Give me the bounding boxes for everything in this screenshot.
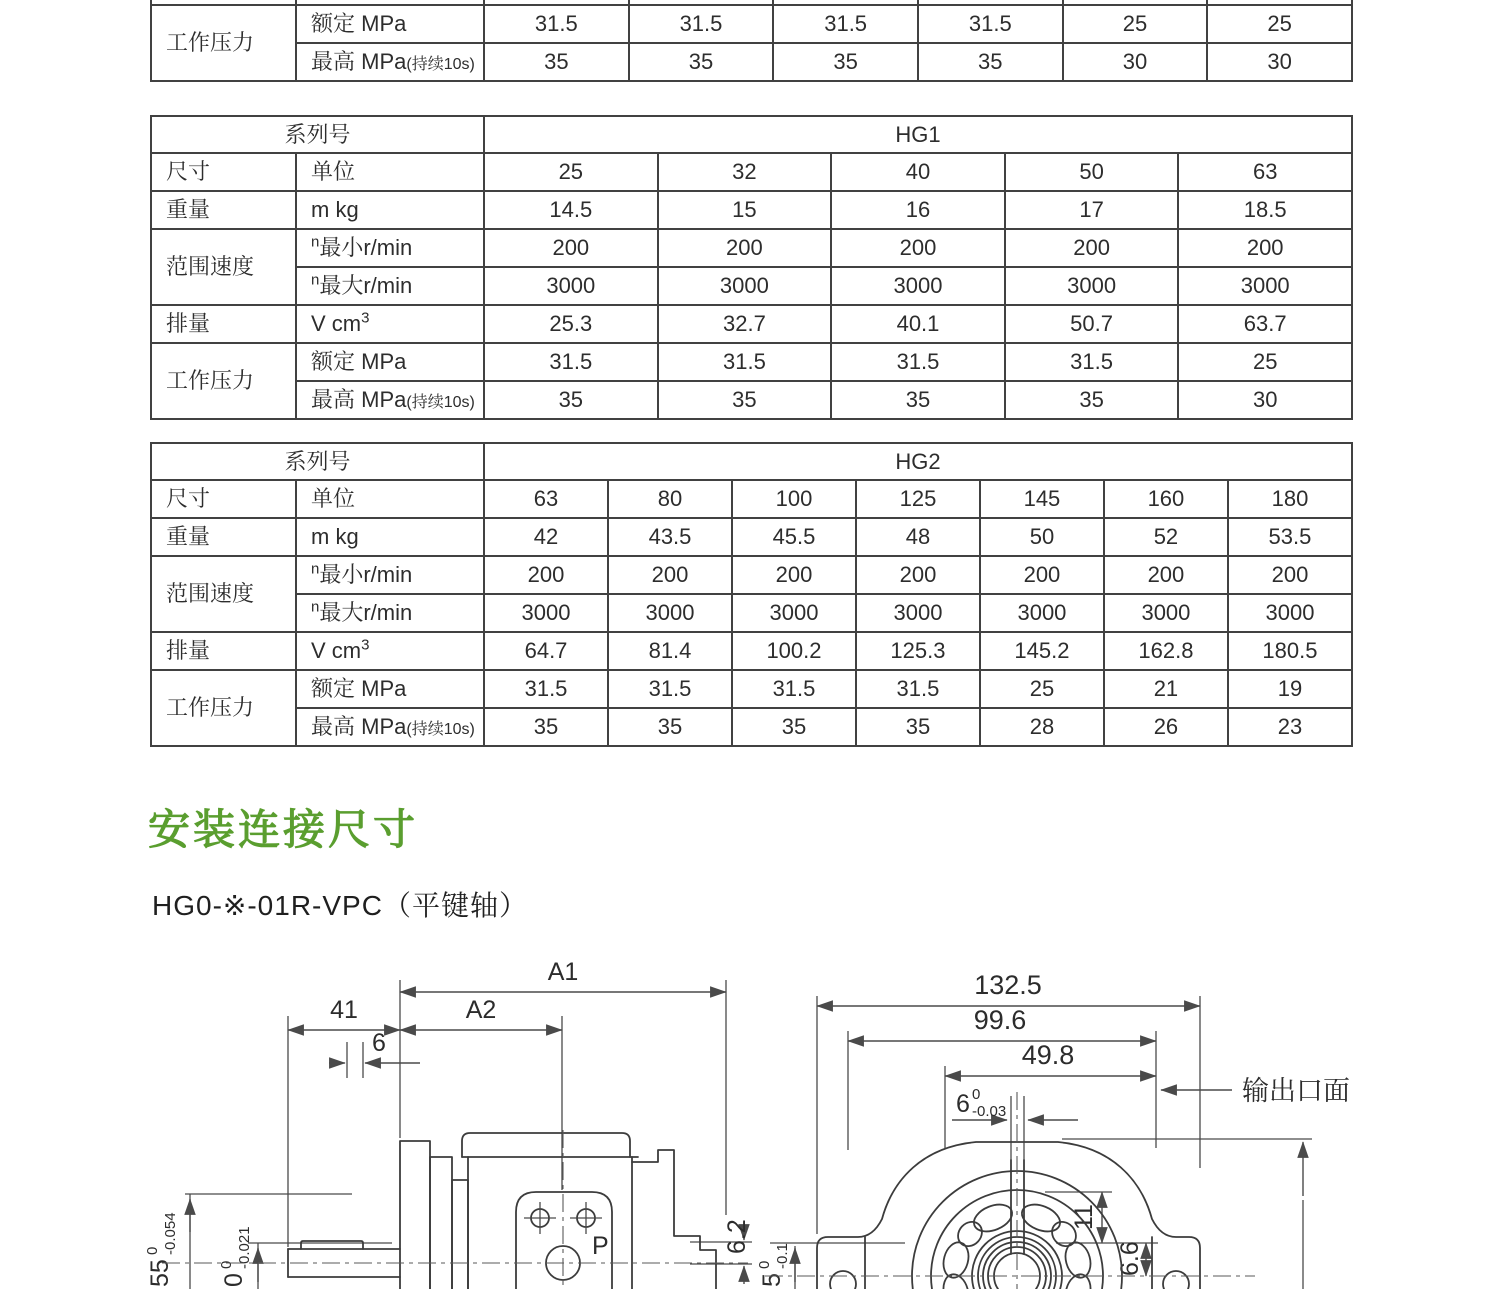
row-label: $^n$最大r/min <box>296 594 484 632</box>
cell: 48 <box>856 518 980 556</box>
cell: 162.8 <box>1104 632 1228 670</box>
cell: 3000 <box>1178 267 1352 305</box>
series-value-cell: HG2 <box>484 443 1352 480</box>
cell: 3000 <box>1104 594 1228 632</box>
cell: 53.5 <box>1228 518 1352 556</box>
cell: 31.5 <box>732 670 856 708</box>
cell: 31.5 <box>484 670 608 708</box>
cell: 180.5 <box>1228 632 1352 670</box>
cell: 100.2 <box>732 632 856 670</box>
cell: 200 <box>1104 556 1228 594</box>
cell: 145 <box>980 480 1104 518</box>
cell: 3000 <box>831 267 1005 305</box>
pump-side-view-drawing <box>144 958 752 1289</box>
row-label: 最高 MPa(持续10s) <box>296 43 484 81</box>
cell: 80 <box>608 480 732 518</box>
cell: 21 <box>1104 670 1228 708</box>
row-label: m kg <box>296 191 484 229</box>
cell: 16 <box>831 191 1005 229</box>
cell: 18.5 <box>1178 191 1352 229</box>
cell: 52 <box>1104 518 1228 556</box>
cell: 3000 <box>658 267 832 305</box>
series-value-cell: HG1 <box>484 116 1352 153</box>
cell: 3000 <box>980 594 1104 632</box>
cell: 200 <box>831 229 1005 267</box>
dim-key-6-tolerance-label <box>956 1086 1006 1120</box>
cell: 25.3 <box>484 305 658 343</box>
dim-55-tolerance-label <box>144 1212 179 1287</box>
dim-0-tolerance-label <box>218 1226 253 1287</box>
cell: 28 <box>980 708 1104 746</box>
svg-text:0: 0 <box>756 1260 773 1269</box>
cell: 35 <box>608 708 732 746</box>
cell: 145.2 <box>980 632 1104 670</box>
cell: 30 <box>1178 381 1352 419</box>
dim-a2-label: A2 <box>465 996 497 1024</box>
row-label: 排量 <box>151 632 296 670</box>
cell: 35 <box>918 43 1063 81</box>
cell: 35 <box>484 708 608 746</box>
cell: 31.5 <box>629 5 774 43</box>
dim-5-tolerance-label <box>756 1243 791 1287</box>
dim-11-label: 11 <box>1070 1204 1098 1230</box>
cell: 63 <box>1178 153 1352 191</box>
cell: 81.4 <box>608 632 732 670</box>
series-label-cell: 系列号 <box>151 116 484 153</box>
cell: 25 <box>1207 5 1352 43</box>
cell: 50 <box>1005 153 1179 191</box>
svg-text:6: 6 <box>956 1090 970 1118</box>
cell: 63.7 <box>1178 305 1352 343</box>
row-group-label: 工作压力 <box>151 5 296 81</box>
svg-text:55: 55 <box>146 1259 174 1287</box>
row-group-label: 范围速度 <box>151 229 296 305</box>
cell: 100 <box>732 480 856 518</box>
cell: 35 <box>629 43 774 81</box>
row-label: 尺寸 <box>151 153 296 191</box>
cell: 160 <box>1104 480 1228 518</box>
row-label: 排量 <box>151 305 296 343</box>
svg-text:5: 5 <box>758 1273 786 1287</box>
row-label: 最高 MPa(持续10s) <box>296 381 484 419</box>
dim-41-label: 41 <box>330 996 358 1024</box>
cell: 200 <box>1178 229 1352 267</box>
cell: 200 <box>484 556 608 594</box>
cell: 3000 <box>856 594 980 632</box>
cell: 3000 <box>732 594 856 632</box>
cell: 31.5 <box>1005 343 1179 381</box>
cell: 35 <box>773 43 918 81</box>
cell: 40.1 <box>831 305 1005 343</box>
cell: 25 <box>1178 343 1352 381</box>
cell: 31.5 <box>773 5 918 43</box>
svg-text:-0.021: -0.021 <box>236 1226 253 1269</box>
row-label: $^n$最小r/min <box>296 229 484 267</box>
cell: 31.5 <box>658 343 832 381</box>
output-port-face-label: 输出口面 <box>1242 1076 1350 1106</box>
cell: 43.5 <box>608 518 732 556</box>
cell: 31.5 <box>831 343 1005 381</box>
row-label: 额定 MPa <box>296 670 484 708</box>
cell: 31.5 <box>484 5 629 43</box>
row-label: V $cm^3$ <box>296 305 484 343</box>
cell: 25 <box>484 153 658 191</box>
cell: 35 <box>484 381 658 419</box>
port-p-label: P <box>592 1232 609 1260</box>
cell: 25 <box>980 670 1104 708</box>
dim-49-8-label: 49.8 <box>1021 1040 1075 1070</box>
cell: 40 <box>831 153 1005 191</box>
cell: 31.5 <box>918 5 1063 43</box>
cell: 25 <box>1063 5 1208 43</box>
row-label: V $cm^3$ <box>296 632 484 670</box>
dim-6-label: 6 <box>372 1029 386 1057</box>
cell: 42 <box>484 518 608 556</box>
svg-text:0: 0 <box>972 1086 981 1103</box>
cell: 63 <box>484 480 608 518</box>
cell: 50.7 <box>1005 305 1179 343</box>
cell: 125 <box>856 480 980 518</box>
dim-132-5-label: 132.5 <box>974 970 1042 1000</box>
cell: 3000 <box>1228 594 1352 632</box>
row-label: 单位 <box>296 153 484 191</box>
cell: 45.5 <box>732 518 856 556</box>
cell: 30 <box>1063 43 1208 81</box>
row-label: 额定 MPa <box>296 343 484 381</box>
cell: 64.7 <box>484 632 608 670</box>
svg-text:-0.054: -0.054 <box>162 1212 179 1255</box>
row-label: 尺寸 <box>151 480 296 518</box>
cell: 200 <box>608 556 732 594</box>
row-group-label: 工作压力 <box>151 343 296 419</box>
cell: 3000 <box>484 594 608 632</box>
cell: 3000 <box>608 594 732 632</box>
cell: 35 <box>856 708 980 746</box>
row-label: $^n$最大r/min <box>296 267 484 305</box>
cell: 35 <box>1005 381 1179 419</box>
dim-a1-label: A1 <box>547 958 579 986</box>
cell: 15 <box>658 191 832 229</box>
cell: 32 <box>658 153 832 191</box>
dim-6-2-label: 6.2 <box>723 1219 751 1254</box>
side-view-dimension-lines <box>190 992 744 1284</box>
cell: 31.5 <box>608 670 732 708</box>
row-label: 单位 <box>296 480 484 518</box>
cell: 200 <box>1005 229 1179 267</box>
row-group-label: 范围速度 <box>151 556 296 632</box>
cell: 23 <box>1228 708 1352 746</box>
cell: 200 <box>1228 556 1352 594</box>
model-subtitle: HG0-※-01R-VPC（平键轴） <box>152 890 528 921</box>
cell: 3000 <box>1005 267 1179 305</box>
series-label-cell: 系列号 <box>151 443 484 480</box>
svg-text:-0.03: -0.03 <box>972 1103 1007 1120</box>
row-label: 重量 <box>151 191 296 229</box>
cell: 35 <box>658 381 832 419</box>
cell: 200 <box>658 229 832 267</box>
row-label: 额定 MPa <box>296 5 484 43</box>
cell: 180 <box>1228 480 1352 518</box>
cell: 125.3 <box>856 632 980 670</box>
cell: 200 <box>732 556 856 594</box>
cell: 32.7 <box>658 305 832 343</box>
row-label: $^n$最小r/min <box>296 556 484 594</box>
pump-front-view-drawing <box>756 970 1350 1289</box>
cell: 200 <box>856 556 980 594</box>
cell: 31.5 <box>484 343 658 381</box>
cell: 30 <box>1207 43 1352 81</box>
section-heading: 安装连接尺寸 <box>148 806 419 853</box>
cell: 17 <box>1005 191 1179 229</box>
cell: 3000 <box>484 267 658 305</box>
pump-side-view-body <box>288 1133 716 1289</box>
dim-6-6-label: 6.6 <box>1116 1241 1144 1276</box>
svg-text:0: 0 <box>144 1246 161 1255</box>
cell: 35 <box>831 381 1005 419</box>
cell: 50 <box>980 518 1104 556</box>
cell: 31.5 <box>856 670 980 708</box>
cell: 200 <box>980 556 1104 594</box>
svg-text:-0.1: -0.1 <box>774 1243 791 1269</box>
row-label: 最高 MPa(持续10s) <box>296 708 484 746</box>
row-label: m kg <box>296 518 484 556</box>
cell: 26 <box>1104 708 1228 746</box>
cell: 200 <box>484 229 658 267</box>
dim-99-6-label: 99.6 <box>973 1005 1027 1035</box>
svg-text:0: 0 <box>218 1260 235 1269</box>
cell: 19 <box>1228 670 1352 708</box>
cell: 14.5 <box>484 191 658 229</box>
row-label: 重量 <box>151 518 296 556</box>
svg-text:0: 0 <box>220 1273 248 1287</box>
row-group-label: 工作压力 <box>151 670 296 746</box>
cell: 35 <box>732 708 856 746</box>
cell: 35 <box>484 43 629 81</box>
